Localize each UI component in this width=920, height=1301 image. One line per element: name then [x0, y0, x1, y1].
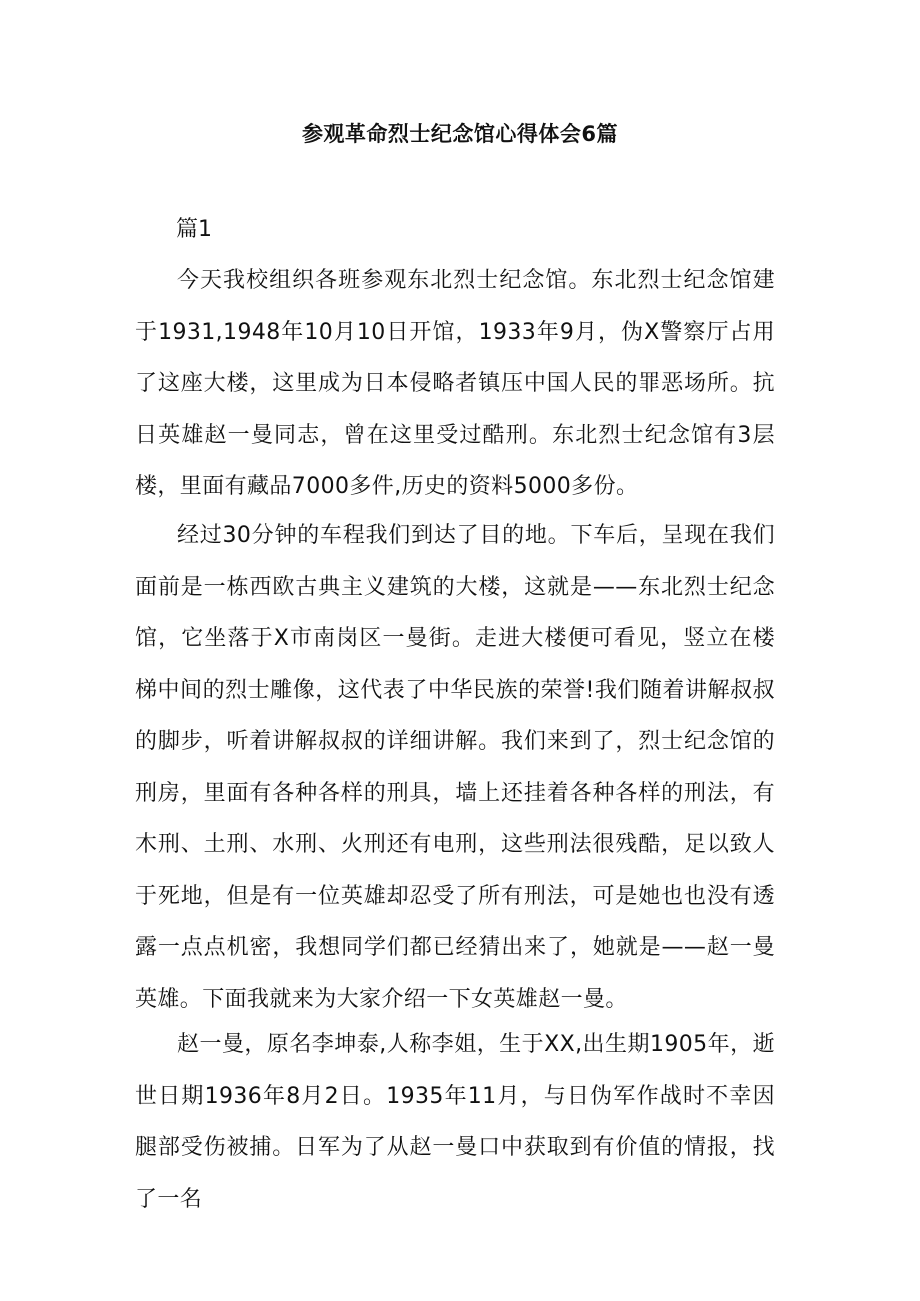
document-title: 参观革命烈士纪念馆心得体会6篇 — [301, 122, 619, 146]
paragraph-1: 今天我校组织各班参观东北烈士纪念馆。东北烈士纪念馆建于1931,1948年10月10日开馆，1933年9月，伪X警察厅占用了这座大楼，这里成为日本侵略者镇压中国人民的罪恶场所。抗日英雄赵一曼同志，曾在这里受过酷刑。东北烈士纪念馆有3层楼，里面有藏品7000多件,历史的资料5000多份。 — [135, 268, 775, 499]
paragraph-3: 赵一曼，原名李坤泰,人称李姐，生于XX,出生期1905年，逝世日期1936年8月2日。1935年11月，与日伪军作战时不幸因腿部受伤被捕。日军为了从赵一曼口中获取到有价值的情报，找了一名 — [135, 1032, 775, 1212]
section-heading: 篇1 — [176, 217, 212, 242]
paragraph-2: 经过30分钟的车程我们到达了目的地。下车后，呈现在我们面前是一栋西欧古典主义建筑的大楼，这就是——东北烈士纪念馆，它坐落于X市南岗区一曼街。走进大楼便可看见，竖立在楼梯中间的烈士雕像，这代表了中华民族的荣誉!我们随着讲解叔叔的脚步，听着讲解叔叔的详细讲解。我们来到了，烈士纪念馆的刑房，里面有各种各样的刑具，墙上还挂着各种各样的刑法，有木刑、土刑、水刑、火刑还有电刑，这些刑法很残酷，足以致人于死地，但是有一位英雄却忍受了所有刑法，可是她也也没有透露一点点机密，我想同学们都已经猜出来了，她就是——赵一曼英雄。下面我就来为大家介绍一下女英雄赵一曼。 — [135, 523, 775, 1012]
